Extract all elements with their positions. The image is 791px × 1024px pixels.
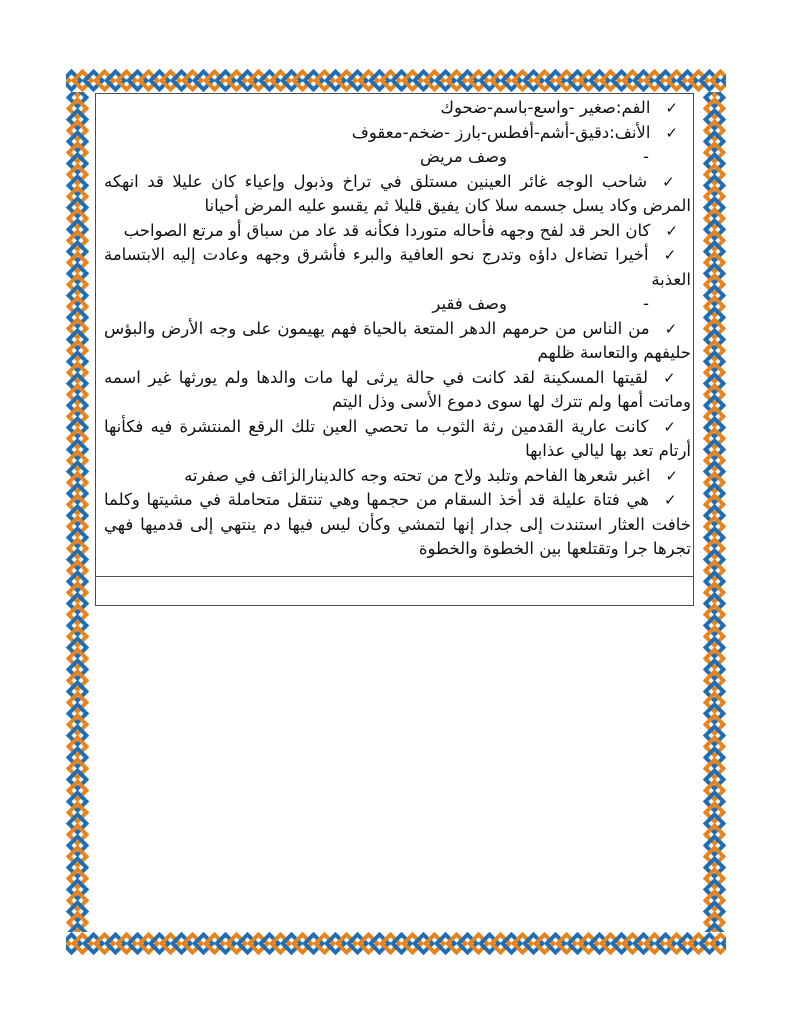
- content-table: [95, 93, 694, 606]
- list-item: [104, 415, 691, 464]
- decorative-border-left: [66, 92, 89, 932]
- list-item: [104, 170, 691, 219]
- empty-cell: [96, 577, 693, 605]
- list-item-text: الأنف:دقيق-أشم-أفطس-بارز -ضخم-معقوف: [351, 122, 651, 142]
- checkmark-bullet: ✓: [663, 417, 678, 436]
- checkmark-bullet: ✓: [665, 466, 678, 485]
- text-cell: [96, 94, 693, 577]
- list-item: [104, 121, 691, 146]
- checkmark-bullet: ✓: [662, 172, 678, 191]
- list-item: [104, 219, 691, 244]
- list-item-text: أخيرا تضاءل داؤه وتدرج نحو العافية والبرء فأشرق وجهه وعادت إليه الابتسامة العذبة: [104, 245, 691, 289]
- list-item-text: وصف فقير: [432, 294, 508, 313]
- list-item: [104, 292, 691, 317]
- decorative-border-bottom: [66, 932, 726, 955]
- list-item: [104, 488, 691, 562]
- checkmark-bullet: ✓: [664, 319, 678, 338]
- list-item-text: وصف مريض: [419, 147, 508, 166]
- list-item-text: هي فتاة عليلة قد أخذ السقام من حجمها وهي تنتقل متحاملة في مشيتها وكلما خافت العثار استندت إلى جدار إنها لتمشي وكأن ليس فيها دم ينتهي إلى قدميها فهي تجرها جرا وتقتلعها بين الخطوة والخطوة: [104, 490, 691, 558]
- list-item-text: شاحب الوجه غائر العينين مستلق في تراخ وذبول وإعياء كان عليلا قد انهكه المرض وكاد يسل جسمه سلا كان يفيق قليلا ثم يقسو عليه المرض أحيانا: [104, 171, 691, 215]
- checkmark-bullet: ✓: [665, 221, 678, 240]
- checkmark-bullet: ✓: [663, 491, 678, 509]
- decorative-border-top: [66, 69, 726, 92]
- list-item-text: من الناس من حرمهم الدهر المتعة بالحياة فهم يهيمون على وجه الأرض والبؤس حليفهم والتعاسة ظلهم: [104, 318, 691, 362]
- dash-bullet: -: [643, 147, 649, 166]
- list-item: [104, 243, 691, 292]
- list-item-text: كانت عارية القدمين رثة الثوب ما تحصي العين تلك الرقع المنتشرة فيه فكأنها أرتام تعد بها ليالي عذابها: [104, 416, 691, 460]
- decorative-border-right: [703, 92, 726, 932]
- list-item-text: الفم:صغير -واسع-باسم-ضحوك: [440, 98, 651, 117]
- list-item: [104, 366, 691, 415]
- list-item: [104, 96, 691, 121]
- list-item: [104, 464, 691, 489]
- dash-bullet: -: [643, 294, 649, 313]
- list-item: [104, 145, 691, 170]
- checkmark-bullet: ✓: [665, 99, 678, 117]
- checkmark-bullet: ✓: [665, 123, 678, 142]
- list-item-text: لقيتها المسكينة لقد كانت في حالة يرثى لها مات والدها ولم يورثها غير اسمه وماتت أمها ولم تترك لها سوى دموع الأسى وذل اليتم: [104, 367, 691, 411]
- list-item-text: اغبر شعرها الفاحم وتلبد ولاح من تحته وجه كالدينارالزائف في صفرته: [184, 465, 651, 485]
- list-item-text: كان الحر قد لفح وجهه فأحاله متوردا فكأنه قد عاد من سباق أو مرتع الصواحب: [123, 220, 651, 240]
- checkmark-bullet: ✓: [663, 246, 679, 264]
- checkmark-bullet: ✓: [663, 368, 679, 387]
- list-item: [104, 317, 691, 366]
